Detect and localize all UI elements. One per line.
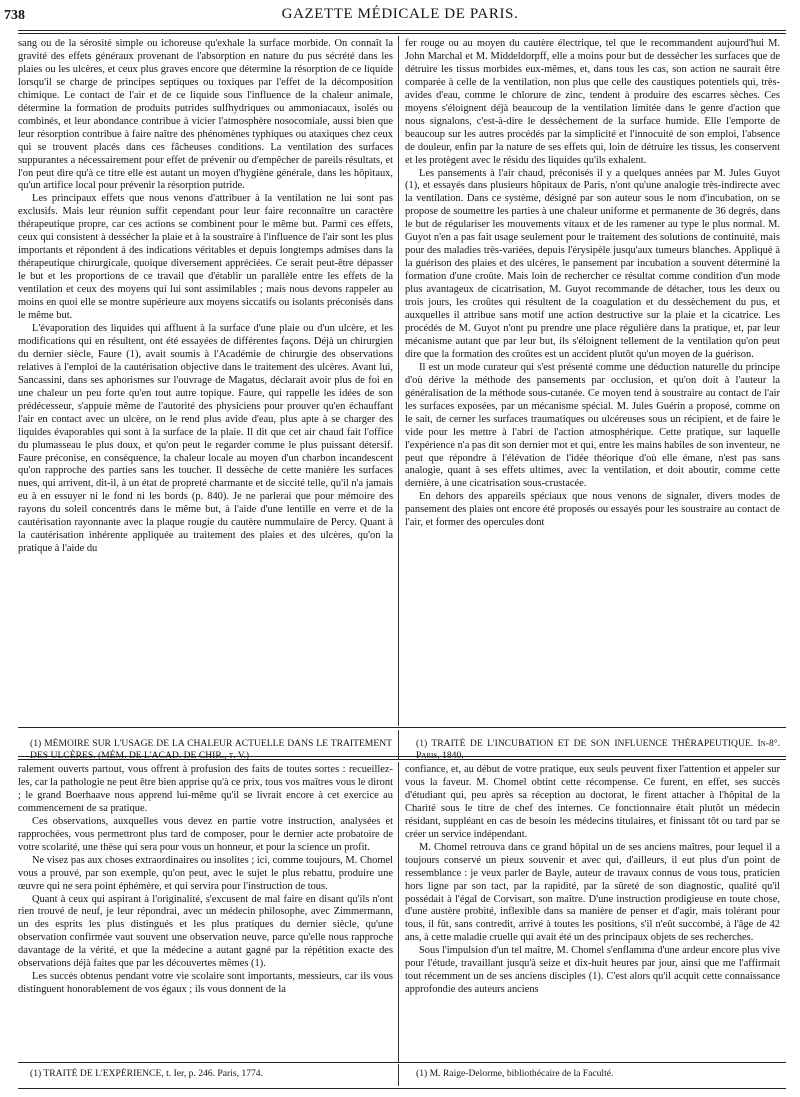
paragraph: confiance, et, au début de votre pratique, eux seuls peuvent fixer l'attention et appeler sur vous la faveur. M. Chomel obtint cette récompense. Ce furent, en effet, ses succès d'étudiant qui, peu après sa réception au doctorat, le firent attacher à l'hôpital de la Charité sous le titre de chef des internes. Ce fonctionnaire était plutôt un médecin résidant, suppléant en cas de besoin les médecins titulaires, et finissant tôt ou tard par se créer un service indépendant. [405, 764, 780, 840]
footnote-bottom-right [416, 1068, 780, 1082]
column-divider [398, 762, 399, 1062]
paragraph: Les principaux effets que nous venons d'attribuer à la ventilation ne lui sont pas exclusifs. Mais leur réunion suffit cependant pour leur faire reconnaître un caractère thérapeutique propre, car ces actions se combinent pour le même but. Parmi ces effets, ceux qui consistent à dessécher la plaie et à la soustraire à l'influence de l'air sont les plus importants et répondent à des indications véritables et depuis longtemps admises dans la thérapeutique chirurgicale, quoique diversement appréciées. Ce serait peut-être dépasser le but et les proportions de ce travail que d'établir un parallèle entre les effets de la ventilation et ceux des moyens qui lui sont assimilables ; mais nous devons rappeler au moins en quoi elle se montre supérieure aux moyens siccatifs ou isolants préconisés dans le même but. [18, 193, 393, 322]
paragraph: Les succès obtenus pendant votre vie scolaire sont importants, messieurs, car ils vous distinguent honorablement de vos égaux ; ils vous donnent de la [18, 971, 393, 996]
paragraph: Les pansements à l'air chaud, préconisés il y a quelques années par M. Jules Guyot (1), et essayés dans plusieurs hôpitaux de Paris, n'ont qu'une analogie très-indirecte avec la ventilation. Dans ce système, désigné par son auteur sous le nom d'incubation, on se propose de soumettre les parties à une chaleur uniforme et permanente de 36 degrés, dans le but de régulariser les mouvements vitaux et de les ramener au type le plus normal. M. Guyot n'en a pas fait usage seulement pour le traitement des solutions de continuité, mais pour des maladies très-variées, depuis l'érysipèle jusqu'aux tumeurs blanches. Appliqué à la guérison des plaies et des ulcères, le pansement par incubation a souvent déterminé la formation d'une croûte. Mais loin de rechercher ce résultat comme condition d'un mode plus avantageux de cicatrisation, M. Guyot recommande de détacher, tous les deux ou trois jours, les croûtes qui résultent de la coagulation et du dessèchement du pus, et auxquelles il attribue sans motif une action destructive sur la plaie et la cicatrice. Les procédés de M. Guyot n'ont pu prendre une place régulière dans la pratique, et, par leur mécanisme autant que par leur but, ils s'éloignent tellement de la ventilation qu'on peut dire que la formation des croûtes est un accident plutôt qu'un moyen de la guérison. [405, 167, 780, 360]
paragraph: L'évaporation des liquides qui affluent à la surface d'une plaie ou d'un ulcère, et les modifications qui en résultent, ont été essayées de différentes façons. Déjà un chirurgien du dernier siècle, Faure (1), avait soumis à l'Académie de chirurgie des observations relatives à l'emploi de la cautérisation objective dans le traitement des ulcères. Avant lui, Sancassini, dans ses aphorismes sur l'ouvrage de Magatus, déclarait avoir plus de foi en une chaleur un peu forte qu'en tout autre topique. Faure, qui rappelle les idées de son prédécesseur, s'appuie même de l'autorité des physiciens pour prouver qu'en échauffant l'air en contact avec un ulcère, on le rend plus avide d'eau, plus apte à se charger des liquides évaporables qui sont à la surface de la plaie. Il dit que cet air chaud fait l'office du plumasseau le plus doux, et qu'on peut le regarder comme le plus puissant détersif. Faure préconise, en conséquence, la chaleur locale au moyen d'un charbon incandescent qu'on rapproche des parties sans les toucher. Il dessèche de cette manière les surfaces nues, qui arrivent, dit-il, à un état de propreté charmante et de siccité telle, qu'il n'a jamais eu à en essuyer ni le fond ni les bords (p. 840). Je ne parlerai que pour mémoire des rayons du soleil concentrés dans le même but, à l'aide d'une lentille en verre et de la cautérisation rayonnante avec la plaque rougie du cautère nummulaire de Percy. Quant à la cautérisation inhérente appliquée au traitement des plaies et des ulcères, qu'on la pratique à l'aide du [18, 322, 393, 555]
page-number: 738 [4, 8, 25, 23]
paragraph: Sous l'impulsion d'un tel maître, M. Chomel s'enflamma d'une ardeur encore plus vive pour l'étude, travaillant jusqu'à seize et dix-huit heures par jour, ainsi que me l'affirmait tout récemment un de ses anciens disciples (1). C'est alors qu'il acquit cette connaissance approfondie des auteurs anciens [405, 945, 780, 996]
paragraph: ralement ouverts partout, vous offrent à profusion des faits de toutes sortes : recueillez-les, car la pathologie ne peut être bien apprise qu'à ce prix, tous vos maîtres vous le diront ; le grand Boerhaave nous apprend lui-même qu'il se livrait encore à cet exercice au commencement de sa pratique. [18, 764, 393, 814]
column-divider [398, 36, 399, 726]
footnote-text: (1) M. Raige-Delorme, bibliothécaire de la Faculté. [416, 1068, 614, 1079]
footnote-rule [18, 1062, 786, 1063]
footnote-top-right [416, 738, 780, 764]
journal-title: GAZETTE MÉDICALE DE PARIS. [281, 6, 519, 22]
bottom-left-column [18, 764, 393, 1060]
footnote-text: (1) TRAITÉ DE L'EXPÉRIENCE, t. Ier, p. 246. Paris, 1774. [30, 1068, 263, 1079]
bottom-rule [18, 1088, 786, 1089]
page-header [0, 0, 800, 32]
column-divider [398, 1064, 399, 1086]
paragraph: En dehors des appareils spéciaux que nous venons de signaler, divers modes de pansement des plaies ont encore été proposés ou essayés pour les soustraire au contact de l'air, et former des opercules dont [405, 491, 780, 529]
paragraph: sang ou de la sérosité simple ou ichoreuse qu'exhale la surface morbide. On connaît la gravité des effets généraux provenant de l'absorption en nature du pus sécrété dans les plaies ou les ulcères, et ceux plus graves encore que détermine la résorption de ce liquide lorsqu'il se charge de principes septiques ou toxiques par l'effet de la décomposition chimique. Le contact de l'air et de ce liquide sous l'influence de la chaleur animale, détermine la formation de produits putrides sulfhydriques ou ammoniacaux, isolés ou combinés, et leur abondance contribue à vicier l'atmosphère nosocomiale, aussi bien que leur résorption contribue à faire naître des phénomènes typhiques ou ataxiques chez ceux qui se trouvent placés dans ces fâcheuses conditions. La ventilation des surfaces suppurantes a nécessairement pour effet de prévenir ou d'empêcher de pareils résultats, et l'on peut dire qu'à ce titre elle est autant un moyen d'hygiène générale, dans les hôpitaux, qu'un artifice local pour prévenir la résorption putride. [18, 38, 393, 192]
paragraph: M. Chomel retrouva dans ce grand hôpital un de ses anciens maîtres, pour lequel il a toujours conservé un pieux souvenir et avec qui, d'ailleurs, il eut plus d'un point de ressemblance : je veux parler de Bayle, auteur de travaux connus de vous tous, praticien hors ligne par son tact, par la rapidité, par la sûreté de son diagnostic, qualité qu'il possédait à l'égal de Corvisart, son maître. D'une instruction prodigieuse en toute chose, d'une austère probité, inflexible dans sa manière de penser et d'agir, mais tolérant pour tous, il fût, sans contredit, arrivé à toutes les positions, s'il n'eût succombé, à l'âge de 42 ans, à cette maladie cruelle qui avait été un des principaux objets de ses recherches. [405, 841, 780, 944]
footnote-rule [18, 727, 786, 728]
paragraph: Il est un mode curateur qui s'est présenté comme une déduction naturelle du principe d'où dérive la méthode des pansements par occlusion, et qu'on doit à l'auteur la généralisation de la méthode sous-cutanée. Ce moyen tend à soustraire au contact de l'air les surfaces exposées, par un mécanisme spécial. M. Jules Guérin a proposé, comme on le sait, de cerner les surfaces traumatiques ou ulcéreuses sous un récipient, et de faire le vide pour les mettre à l'abri de l'action atmosphérique. Cette pratique, sur laquelle l'expérience n'a pas dit son dernier mot et qui, entre les mains habiles de son inventeur, ne peut que répondre à l'élévation de l'idée théorique d'où elle émane, n'est pas sans analogie, quant à ses effets ultimes, avec la ventilation, et doit aboutir, comme cette dernière, à une cicatrisation sous-crustacée. [405, 361, 780, 490]
bottom-right-column [405, 764, 780, 1060]
footnote-text: (1) TRAITÉ DE L'INCUBATION ET DE SON INFLUENCE THÉRAPEUTIQUE. In-8°. Paris, 1840. [416, 738, 780, 761]
footnote-bottom-left [30, 1068, 392, 1082]
paragraph: Ces observations, auxquelles vous devez en partie votre instruction, analysées et rapprochées, vous permettront plus tard de composer, pour le dernier acte probatoire de votre scolarité, une thèse qui sera pour vous un honneur, et pour la science un profit. [18, 815, 393, 853]
header-rule [18, 30, 786, 34]
top-right-column [405, 38, 780, 722]
paragraph: Ne visez pas aux choses extraordinaires ou insolites ; ici, comme toujours, M. Chomel vous a prouvé, par son exemple, qu'on peut, avec le sujet le plus rebattu, produire une œuvre qui ne sera point éphémère, et qui servira pour l'instruction de tous. [18, 854, 393, 892]
paragraph: fer rouge ou au moyen du cautère électrique, tel que le recommandent aujourd'hui M. John Marchal et M. Middeldorpff, elle a moins pour but de dessécher les surfaces que de détruire les tissus morbides eux-mêmes, et, dans tous les cas, son action ne saurait être comparée à celle de la ventilation, non plus que celle des caustiques potentiels qui, très-avides d'eau, comme le chlorure de zinc, tendent à produire des escarres sèches. Ces moyens s'éloignent déjà beaucoup de la ventilation limitée dans le genre d'action que nous signalons, c'est-à-dire le dessèchement de la surface humide. Elle l'emporte de beaucoup sur les autres procédés par la simplicité et l'innocuité de son emploi, l'absence de douleur, enfin par la nature de ses effets qui, loin de détruire les tissus, les conservent et les protègent avec le résidu des liquides qu'ils exhalent. [405, 38, 780, 166]
section-rule [18, 756, 786, 760]
footnote-text: (1) MÉMOIRE SUR L'USAGE DE LA CHALEUR ACTUELLE DANS LE TRAITEMENT DES ULCÈRES. (MÉM. DE L'ACAD. DE CHIR., t. V.) [30, 738, 392, 761]
paragraph: Quant à ceux qui aspirant à l'originalité, s'excusent de mal faire en disant qu'ils n'ont rien trouvé de neuf, je leur répondrai, avec un médecin philosophe, avec Zimmermann, un des esprits les plus distingués et les plus pratiques du dernier siècle, qu'une observation confirmée vaut souvent une observation neuve, parce qu'elle nous rapproche davantage de la vérité, et que la médecine a autant gagné par la répétition exacte des observations déjà faites que par les découvertes mêmes (1). [18, 893, 393, 970]
footnote-top-left [30, 738, 392, 764]
top-left-column [18, 38, 393, 722]
